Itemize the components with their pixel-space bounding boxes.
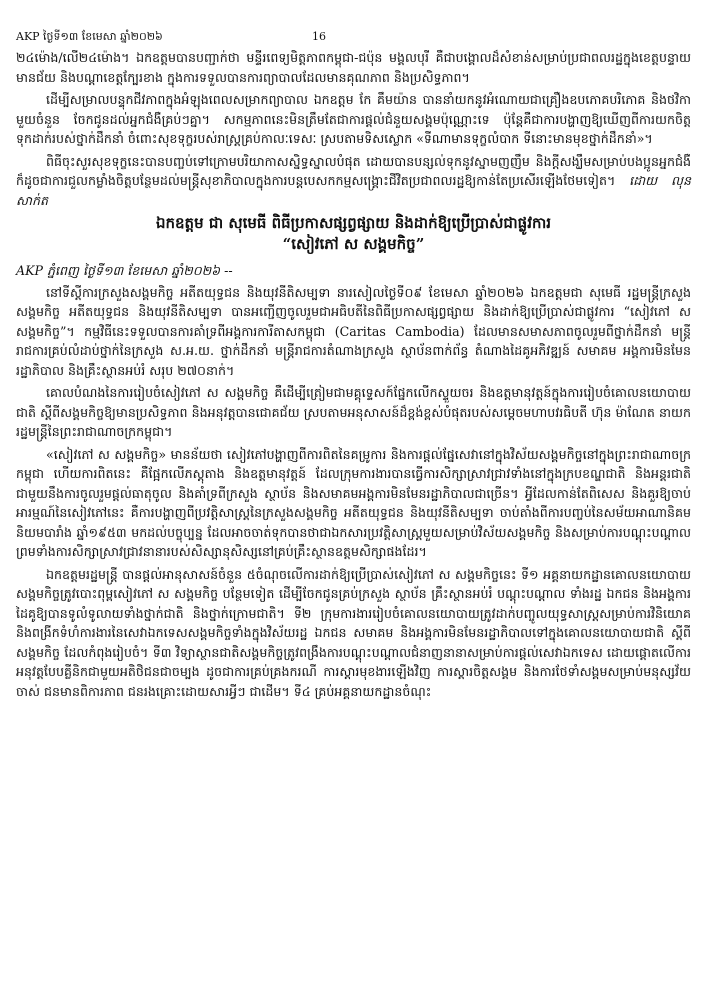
running-header xyxy=(16,30,691,48)
paragraph-text: ពិធីចុះសួរសុខទុក្ខនេះបានបញ្ចប់ទៅក្រោមបរិយាកាសស្និទ្ធស្នាលបំផុត ដោយបានបន្សល់ទុកនូវស្នាមញញឹម និងក្ដីសង្ឃឹមសម្រាប់បងប្អូនអ្នកជំងឺ ក៏ដូចជាការជួលកម្លាំងចិត្តបន្ថែមដល់មន្ត្រីសុខាភិបាលក្នុងការបន្តបេសកកម្មសង្គ្រោះជីវិតប្រជាពលរដ្ឋឱ្យកាន់តែប្រសើរឡើងថែមទៀត។ xyxy=(16,153,691,188)
article-paragraph xyxy=(16,152,691,211)
page-number: 16 xyxy=(312,30,326,43)
article-paragraph: ២៤ម៉ោង/លើ២៤ម៉ោង។ ឯកឧត្តមបានបញ្ជាក់ថា មន្ទីរពេទ្យមិត្តភាពកម្ពុជា-ជប៉ុន មង្គលបុរី គឺជាបង្គោលដ៏សំខាន់សម្រាប់ប្រជាពលរដ្ឋក្នុងខេត្តបន្ទាយមានជ័យ និងបណ្ដាខេត្តក្បែរខាង ក្នុងការទទួលបានការព្យាបាលដែលមានគុណភាព និងប្រសិទ្ធភាព។ xyxy=(16,50,691,85)
article-paragraph: «សៀវភៅ ស សង្គមកិច្ច» មានន័យថា សៀវភៅបង្ហាញពីការពិតនៃគម្រូការ និងការផ្ដល់ផ្នែសេវានៅក្នុងវិស័យសង្គមកិច្ចនៅក្នុងព្រះរាជាណាចក្រកម្ពុជា ហើយការពិតនេះ គឺផ្អែកលើភស្ដុតាង និងឧត្តមានុវត្តន៍ ដែលក្រុមការងារបានធ្វើការសិក្សាស្រាវជ្រាវទាំងនៅក្នុងក្របខណ្ឌជាតិ និងអន្តរជាតិ ជាមួយនឹងការចូលរួមផ្ដល់ធាតុចូល និងគាំទ្រពីក្រសួង ស្ថាប័ន និងសមាគមអង្គការមិនមែនរដ្ឋាភិបាលជាច្រើន។ អ្វីដែលកាន់តែពិសេស និងគួរឱ្យចាប់អារម្មណ៍នៃសៀវភៅនេះ គឺការបង្ហាញពីប្រវត្តិសាស្ត្រនៃក្រសួងសង្គមកិច្ច អតីតយុទ្ធជន និងយុវនីតិសម្បទា ចាប់តាំងពីការបញ្ចប់នៃសម័យអាណានិគមនិយមបារាំង ឆ្នាំ១៩៥៣ មកដល់បច្ចុប្បន្ន ដែលអាចចាត់ទុកបានថាជាឯកសារប្រវត្តិសាស្ត្រមួយសម្រាប់វិស័យសង្គមកិច្ច និងសម្រាប់ការបណ្ដុះបណ្ដាលព្រមទាំងការសិក្សាស្រាវជ្រាវនានារបស់សិស្សានុសិស្សនៅគ្រប់គ្រឹះស្ថានឧត្តមសិក្សាផងដែរ។ xyxy=(16,446,691,559)
article-paragraph: នៅទីស្ដីការក្រសួងសង្គមកិច្ច អតីតយុទ្ធជន និងយុវនីតិសម្បទា នារសៀលថ្ងៃទី០៩ ខែមេសា ឆ្នាំ២០២៦ ឯកឧត្តមជា សុមេធី រដ្ឋមន្ត្រីក្រសួងសង្គមកិច្ច អតីតយុទ្ធជន និងយុវនីតិសម្បទា បានអញ្ជើញចូលរួមជាអធិបតីនៃពិធីប្រកាសផ្សព្វផ្សាយ និងដាក់ឱ្យប្រើប្រាស់ជាផ្លូវការ “សៀវភៅ ស សង្គមកិច្ច”។ កម្មវិធីនេះទទួលបានការគាំទ្រពីអង្គការការីតាសកម្ពុជា (Caritas Cambodia) ដែលមានសមាសភាពចូលរួមពីថ្នាក់ដឹកនាំ មន្ត្រីរាជការគ្រប់លំដាប់ថ្នាក់នៃក្រសួង ស.អ.យ. ថ្នាក់ដឹកនាំ មន្ត្រីរាជការតំណាងក្រសួង ស្ថាប័នពាក់ព័ន្ធ តំណាងដៃគូអភិវឌ្ឍន៍ សមាគម អង្គការមិនមែនរដ្ឋាភិបាល និងគ្រឹះស្ថានអប់រំ សរុប ២៧០នាក់។ xyxy=(16,284,691,378)
article-paragraph: គោលបំណងនៃការរៀបចំសៀវភៅ ស សង្គមកិច្ច គឺដើម្បីត្រៀមជាមគ្គុទ្ទេសក៍ផ្នែកលើកស្ទួយចរ និងឧត្តមានុវត្តន៍ក្នុងការរៀបចំគោលនយោបាយជាតិ ស្ដីពីសង្គមកិច្ចឱ្យមានប្រសិទ្ធភាព និងអនុវត្តបានជោគជ័យ ស្របតាមអនុសាសន៍ដ៏ខ្ពង់ខ្ពស់បំផុតរបស់សម្ដេចមហាបវរធិបតី ហ៊ុន ម៉ាណែត នាយករដ្ឋមន្ត្រីនៃព្រះរាជាណាចក្រកម្ពុជា។ xyxy=(16,385,691,439)
dateline: AKP ភ្នំពេញ ថ្ងៃទី១៣ ខែមេសា ឆ្នាំ២០២៦ -- xyxy=(16,263,233,278)
article-paragraph: ឯកឧត្តមរដ្ឋមន្ត្រី បានផ្ដល់អានុសាសន៍ចំនួន ៥ចំណុចលើការដាក់ឱ្យប្រើប្រាស់សៀវភៅ ស សង្គមកិច្ចនេះ ទី១ អគ្គនាយកដ្ឋានគោលនយោបាយសង្គមកិច្ចត្រូវបោះពុម្ពសៀវភៅ ស សង្គមកិច្ច បន្ថែមទៀត ដើម្បីចែកជូនគ្រប់ក្រសួង ស្ថាប័ន គ្រឹះស្ថានអប់រំ បណ្ដុះបណ្ដាល ទាំងរដ្ឋ ឯកជន និងអង្គការដៃគូឱ្យបានទូលំទូលាយទាំងថ្នាក់ជាតិ និងថ្នាក់ក្រោមជាតិ។ ទី២ ក្រុមការងាររៀបចំគោលនយោបាយត្រូវដាក់បញ្ចូលយុទ្ធសាស្ត្រសម្រាប់ការវិនិយោគ និងពង្រីកទំហំការងារនៃសេវាឯកទេសសង្គមកិច្ចទាំងក្នុងវិស័យរដ្ឋ ឯកជន សមាគម និងអង្គការមិនមែនរដ្ឋាភិបាលទៅក្នុងគោលនយោបាយជាតិ ស្ដីពីសង្គមកិច្ច ដែលកំពុងរៀបចំ។ ទី៣ វិទ្យាស្ថានជាតិសង្គមកិច្ចត្រូវពង្រឹងការបណ្ដុះបណ្ដាលជំនាញនានាសម្រាប់ការផ្ដល់សេវាឯកទេស ដោយផ្ដោតលើការអនុវត្តបែបគ្លីនិកជាមួយអតិថិជនជាចម្បង ដូចជាការគ្រប់គ្រងករណី ការស្ដារមុខងារឡើងវិញ ការស្ដារចិត្តសង្គម និងការថែទាំសង្គមសម្រាប់មនុស្សវ័យចាស់ ជនមានពិការភាព ជនរងគ្រោះដោយសារអ្វីៗ ជាដើម។ ទី៤ គ្រប់អគ្គនាយកដ្ឋានចំណុះ xyxy=(16,566,691,699)
byline: ដោយ លុន សាក់ត xyxy=(16,173,691,208)
article-continued xyxy=(16,48,691,210)
header-publication-date: AKP ថ្ងៃទី១៣ ខែមេសា ឆ្នាំ២០២៦ xyxy=(16,30,163,43)
article-paragraph: ដើម្បីសម្រាលបន្ទុកជីវភាពក្នុងអំឡុងពេលសម្រាកព្យាបាល ឯកឧត្តម កែ គឹមយ៉ាន បាននាំយកនូវអំណោយជាគ្រឿងឧបភោគបរិភោគ និងថវិកាមួយចំនួន ចែកជូនដល់អ្នកជំងឺគ្រប់ៗគ្នា។ សកម្មភាពនេះមិនត្រឹមតែជាការផ្ដល់ជំនួយសង្គមប៉ុណ្ណោះទេ ប៉ុន្តែគឺជាការបង្ហាញឱ្យឃើញពីការយកចិត្តទុកដាក់របស់ថ្នាក់ដឹកនាំ ចំពោះសុខទុក្ខរបស់រាស្ត្រគ្រប់កាលៈទេសៈ ស្របតាមទិសស្លោក «ទីណាមានទុក្ខលំបាក ទីនោះមានមុខថ្នាក់ដឹកនាំ»។ xyxy=(16,92,691,146)
article-subtitle: “សៀវភៅ ស សង្គមកិច្ច” xyxy=(282,235,425,253)
article-title: ឯកឧត្តម ជា សុមេធី ពិធីប្រកាសផ្សព្វផ្សាយ និងដាក់ឱ្យប្រើប្រាស់ជាផ្លូវការ xyxy=(155,214,551,232)
news-article xyxy=(16,213,691,701)
